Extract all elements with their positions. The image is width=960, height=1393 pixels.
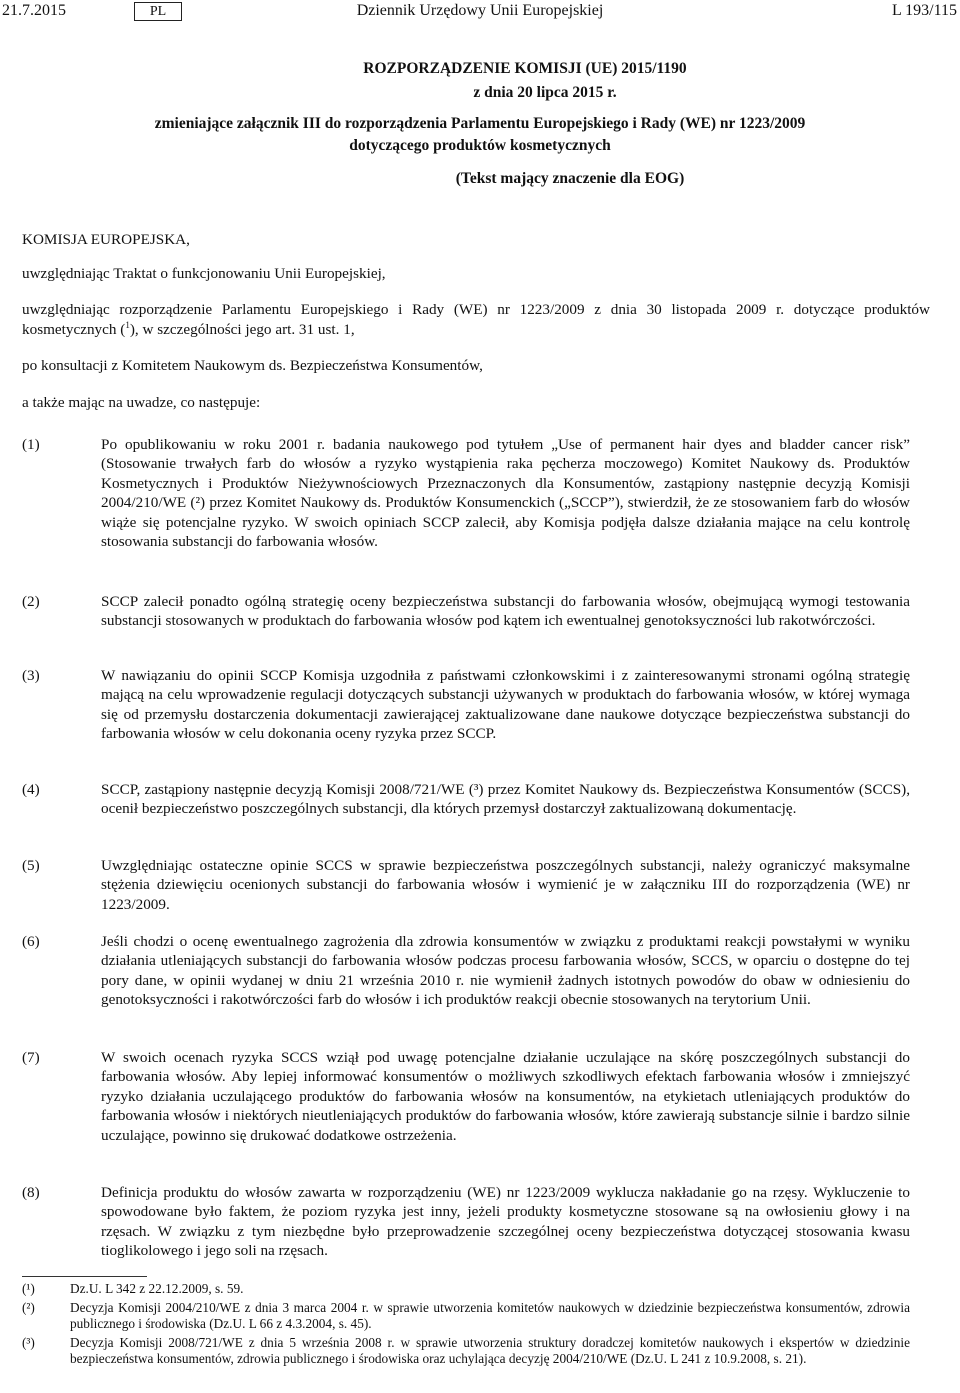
citation-treaty: uwzględniając Traktat o funkcjonowaniu Unii Europejskiej, xyxy=(22,264,386,282)
language-badge: PL xyxy=(134,2,182,21)
footnote-number: (¹) xyxy=(22,1281,35,1296)
footnote-text: Dz.U. L 342 z 22.12.2009, s. 59. xyxy=(70,1281,244,1296)
recital-text: SCCP, zastąpiony następnie decyzją Komisji 2008/721/WE (³) przez Komitet Naukowy ds. Bezpieczeństwa Konsumentów (SCCS), ocenił bezpieczeństwo poszczególnych substancji, dla których przemysł dostarczył zaktualizowaną dokumentację. xyxy=(101,781,910,818)
footnote xyxy=(22,1281,910,1298)
footnote-number: (³) xyxy=(22,1334,35,1350)
recital-number: (1) xyxy=(22,436,40,453)
recital-number: (5) xyxy=(22,857,40,874)
citation-regulation-text-a: uwzględniając rozporządzenie Parlamentu Europejskiego i Rady (WE) nr 1223/2009 z dnia 30 listopada 2009 r. dotyczące produktów kosmetycznych ( xyxy=(22,301,930,338)
recital-number: (3) xyxy=(22,667,40,684)
footnote-text: Decyzja Komisji 2004/210/WE z dnia 3 marca 2004 r. w sprawie utworzenia komitetów naukowych w dziedzinie bezpieczeństwa konsumentów, zdrowia publicznego i środowiska (Dz.U. L 66 z 4.3.2004, s. 45). xyxy=(70,1299,910,1331)
recital-text: SCCP zalecił ponadto ogólną strategię oceny bezpieczeństwa substancji do farbowania włosów, obejmującą wymogi testowania substancji stosowanych w produktach do farbowania włosów pod kątem ich ewentualnej genotoksyczności lub rakotwórczości. xyxy=(101,593,910,630)
regulation-subject-line2: dotyczącego produktów kosmetycznych xyxy=(349,137,611,154)
recital-text: W nawiązaniu do opinii SCCP Komisja uzgodniła z państwami członkowskimi i z zainteresowanymi stronami ogólną strategię mającą na celu wprowadzenie regulacji dotyczących substancji używanych w produktach do farbowania włosów, w której wymaga się od przemysłu dostarczenia dokumentacji zawierającej zaktualizowane dane naukowe dotyczące bezpieczeństwa substancji do farbowania włosów w celu dokonania oceny ryzyka przez SCCP. xyxy=(101,667,910,743)
footnote-text: Decyzja Komisji 2008/721/WE z dnia 5 września 2008 r. w sprawie utworzenia struktury doradczej komitetów naukowych i ekspertów w dziedzinie bezpieczeństwa konsumentów, zdrowia publicznego i środowiska oraz uchylająca decyzję 2004/210/WE (Dz.U. L 241 z 10.9.2008, s. 21). xyxy=(70,1334,910,1366)
recital-text: Definicja produktu do włosów zawarta w rozporządzeniu (WE) nr 1223/2009 wyklucza nakładanie go na rzęsy. Wykluczenie to spowodowane było faktem, że poziom ryzyka jest inny, jeżeli produkty kosmetyczne stosowane są na owłosieniu głowy i na rzęsach. W związku z tym niezbędne było przeprowadzenie szczególnej oceny bezpieczeństwa dotyczącej stosowania kwasu tioglikolowego i jego soli na rzęsach. xyxy=(101,1184,910,1260)
recital-text: Po opublikowaniu w roku 2001 r. badania naukowego pod tytułem „Use of permanent hair dyes and bladder cancer risk” (Stosowanie trwałych farb do włosów a ryzyko wystąpienia raka pęcherza moczowego) Komitet Naukowy ds. Produktów Kosmetycznych i Produktów Nieżywnościowych Przeznaczonych dla Konsumentów, zastąpiony następnie decyzją Komisji 2004/210/WE (²) przez Komitet Naukowy ds. Produktów Konsumenckich („SCCP”), stwierdził, że ze stosowaniem farb do włosów wiąże się potencjalne ryzyko. W swoich opiniach SCCP zalecił, aby Komisja podjęła dalsze działania mające na celu kontrolę stosowania substancji do farbowania włosów. xyxy=(101,436,910,551)
regulation-title xyxy=(0,58,960,190)
page-header xyxy=(0,0,960,26)
footnotes xyxy=(22,1281,910,1370)
recital-text: Uwzględniając ostateczne opinie SCCS w sprawie bezpieczeństwa poszczególnych substancji, należy ograniczyć maksymalne stężenia dziewięciu ocenionych substancji do farbowania włosów i wymienić je w załączniku III do rozporządzenia (WE) nr 1223/2009. xyxy=(101,857,910,913)
recital-number: (8) xyxy=(22,1184,40,1201)
recital-number: (4) xyxy=(22,781,40,798)
recital xyxy=(22,592,910,631)
footnote-ref-1[interactable]: 1 xyxy=(125,319,130,330)
commission-line: KOMISJA EUROPEJSKA, xyxy=(22,231,190,248)
footnote xyxy=(22,1300,910,1333)
whereas-line: a także mając na uwadze, co następuje: xyxy=(22,393,261,411)
publication-date: 21.7.2015 xyxy=(2,2,66,19)
eea-relevance: (Tekst mający znaczenie dla EOG) xyxy=(455,170,685,187)
recital xyxy=(22,666,910,744)
page-reference: L 193/115 xyxy=(891,2,957,19)
recital-text: Jeśli chodzi o ocenę ewentualnego zagrożenia dla zdrowia konsumentów w związku z produktami reakcji powstałymi w wyniku działania utleniających substancji do farbowania włosów podczas procesu farbowania włosów, SCCS, w oparciu o dostępne do tej pory dane, w opinii wydanej w dniu 21 września 2010 r. nie wymienił żadnych istotnych powodów do obaw w odniesieniu do genotoksyczności i rakotwórczości farb do włosów i ich produktów reakcji obecnie stosowanych na terytorium Unii. xyxy=(101,933,910,1009)
recital-number: (7) xyxy=(22,1049,40,1066)
recital xyxy=(22,780,910,819)
regulation-subject-line1: zmieniające załącznik III do rozporządzenia Parlamentu Europejskiego i Rady (WE) nr 1223/2009 xyxy=(154,115,806,132)
recital xyxy=(22,1183,910,1261)
journal-title: Dziennik Urzędowy Unii Europejskiej xyxy=(356,2,604,19)
footnote-number: (²) xyxy=(22,1299,35,1315)
recital xyxy=(22,1048,910,1145)
footnote xyxy=(22,1335,910,1368)
citation-regulation-text-b: ), w szczególności jego art. 31 ust. 1, xyxy=(129,320,355,338)
recital xyxy=(22,856,910,914)
regulation-name: ROZPORZĄDZENIE KOMISJI (UE) 2015/1190 xyxy=(363,60,687,77)
recital-text: W swoich ocenach ryzyka SCCS wziął pod uwagę potencjalne działanie uczulające na skórę poszczególnych substancji do farbowania włosów. Aby lepiej informować konsumentów o możliwych szkodliwych efektach farbowania włosów i zmniejszyć ryzyko działania uczulającego produktów do farbowania włosów na konsumentów, na etykietach utleniających produktów do farbowania włosów i niektórych nieutleniających produktów do farbowania włosów, które zawierają substancje silnie i bardzo silnie uczulające, powinno się drukować dodatkowe ostrzeżenia. xyxy=(101,1049,910,1144)
citation-regulation xyxy=(22,300,930,339)
preamble xyxy=(22,230,930,412)
consultation-line: po konsultacji z Komitetem Naukowym ds. Bezpieczeństwa Konsumentów, xyxy=(22,357,483,374)
regulation-date: z dnia 20 lipca 2015 r. xyxy=(473,84,617,101)
recital xyxy=(22,435,910,551)
recital-number: (2) xyxy=(22,593,40,610)
recital xyxy=(22,932,910,1010)
footnote-separator xyxy=(22,1276,147,1277)
recital-number: (6) xyxy=(22,933,40,950)
